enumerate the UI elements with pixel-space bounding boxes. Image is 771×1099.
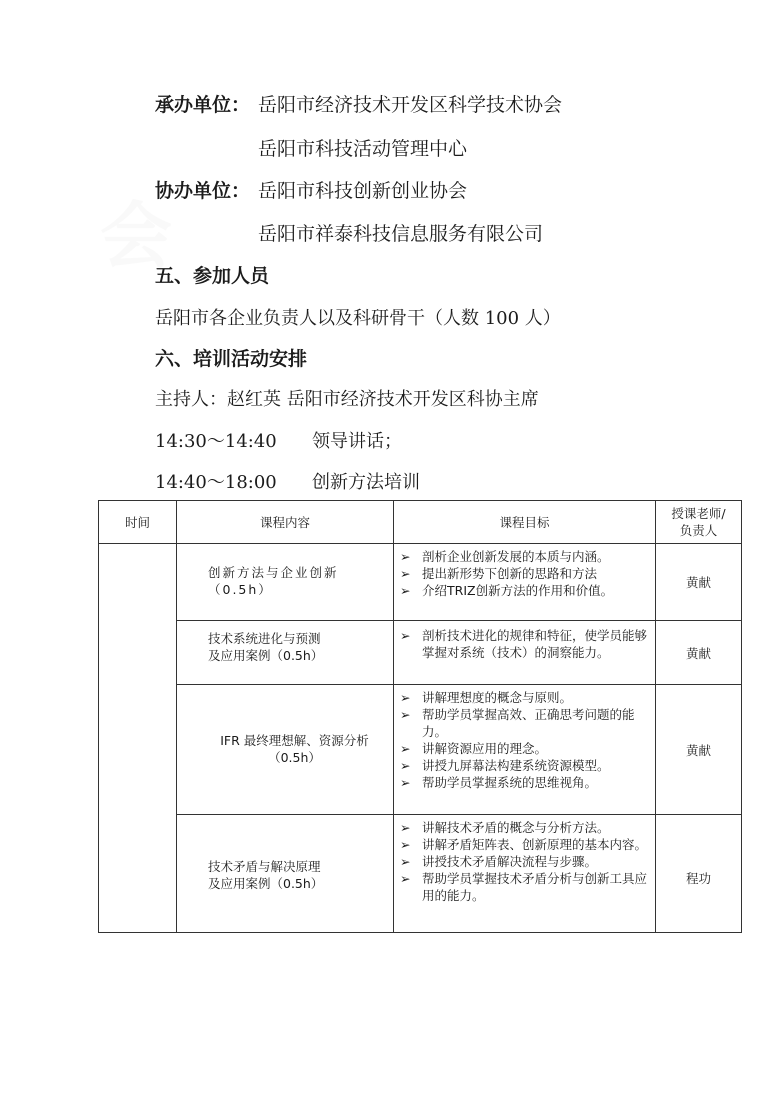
bullet-arrow-icon: ➢ xyxy=(400,871,411,886)
goal-item: ➢ 介绍TRIZ创新方法的作用和价值。 xyxy=(400,583,614,598)
schedule-item-2: 创新方法培训 xyxy=(312,472,420,493)
host-org-1: 岳阳市经济技术开发区科学技术协会 xyxy=(258,94,563,116)
row2-content-line2: 及应用案例（0.5h） xyxy=(208,648,324,663)
table-row-2-goals xyxy=(400,627,650,661)
row2-content-line1: 技术系统进化与预测 xyxy=(208,631,321,646)
bullet-arrow-icon: ➢ xyxy=(400,741,411,756)
table-row-4-content xyxy=(208,858,388,892)
goal-item: ➢ 讲授技术矛盾解决流程与步骤。 xyxy=(400,854,598,869)
schedule-time-2: 14:40～18:00 xyxy=(155,472,277,493)
goal-item: ➢ 讲授九屏幕法构建系统资源模型。 xyxy=(400,758,610,773)
table-row-1-content xyxy=(208,564,388,598)
co-org-2: 岳阳市祥泰科技信息服务有限公司 xyxy=(258,223,544,245)
co-label: 协办单位： xyxy=(155,180,251,202)
goal-item: ➢ 讲解理想度的概念与原则。 xyxy=(400,690,573,705)
row4-content-line1: 技术矛盾与解决原理 xyxy=(208,859,321,874)
bullet-arrow-icon: ➢ xyxy=(400,820,411,835)
header-content: 课程内容 xyxy=(259,515,310,530)
bullet-arrow-icon: ➢ xyxy=(400,854,411,869)
table-row-3-goals xyxy=(400,689,650,791)
goal-item: ➢ 提出新形势下创新的思路和方法 xyxy=(400,566,598,581)
row2-teacher: 黄献 xyxy=(685,646,711,661)
header-time: 时间 xyxy=(124,515,150,530)
bullet-arrow-icon: ➢ xyxy=(400,583,411,598)
header-goals: 课程目标 xyxy=(499,515,550,530)
goal-item: ➢ 讲解技术矛盾的概念与分析方法。 xyxy=(400,820,610,835)
header-teacher xyxy=(656,505,741,539)
bullet-arrow-icon: ➢ xyxy=(400,758,411,773)
row3-content-line2: （0.5h） xyxy=(268,750,321,765)
bullet-arrow-icon: ➢ xyxy=(400,775,411,790)
row3-content-line1: IFR 最终理想解、资源分析 xyxy=(220,733,369,748)
host-label: 承办单位： xyxy=(155,94,251,116)
goal-item: ➢ 帮助学员掌握系统的思维视角。 xyxy=(400,775,598,790)
header-teacher-line1: 授课老师/ xyxy=(671,506,726,521)
row1-content-line1: 创新方法与企业创新 xyxy=(208,565,339,580)
bullet-arrow-icon: ➢ xyxy=(400,628,411,643)
goal-item: ➢ 剖析技术进化的规律和特征，使学员能够掌握对系统（技术）的洞察能力。 xyxy=(400,628,648,660)
section6-heading: 六、培训活动安排 xyxy=(155,348,308,370)
goal-item: ➢ 讲解资源应用的理念。 xyxy=(400,741,548,756)
table-row-4-goals xyxy=(400,819,650,904)
table-row-3-content xyxy=(197,732,392,766)
host-org-2: 岳阳市科技活动管理中心 xyxy=(258,138,468,160)
schedule-time-1: 14:30～14:40 xyxy=(155,431,277,452)
header-teacher-line2: 负责人 xyxy=(679,523,718,538)
bullet-arrow-icon: ➢ xyxy=(400,837,411,852)
section5-text: 岳阳市各企业负责人以及科研骨干（人数 100 人） xyxy=(155,308,561,329)
table-row-2-content xyxy=(208,630,388,664)
goal-item: ➢ 剖析企业创新发展的本质与内涵。 xyxy=(400,549,610,564)
table-row-1-goals xyxy=(400,548,650,599)
schedule-item-1: 领导讲话； xyxy=(312,431,402,452)
bullet-arrow-icon: ➢ xyxy=(400,566,411,581)
bullet-arrow-icon: ➢ xyxy=(400,549,411,564)
section5-heading: 五、参加人员 xyxy=(155,265,270,287)
row1-teacher: 黄献 xyxy=(685,575,711,590)
goal-item: ➢ 帮助学员掌握技术矛盾分析与创新工具应用的能力。 xyxy=(400,871,648,903)
row3-teacher: 黄献 xyxy=(685,743,711,758)
bullet-arrow-icon: ➢ xyxy=(400,690,411,705)
host-person-line: 主持人：赵红英 岳阳市经济技术开发区科协主席 xyxy=(155,389,539,410)
row4-content-line2: 及应用案例（0.5h） xyxy=(208,876,324,891)
row4-teacher: 程功 xyxy=(685,871,711,886)
row1-content-line2: （0.5h） xyxy=(208,582,273,597)
goal-item: ➢ 帮助学员掌握高效、正确思考问题的能力。 xyxy=(400,707,635,739)
co-org-1: 岳阳市科技创新创业协会 xyxy=(258,180,468,202)
goal-item: ➢ 讲解矛盾矩阵表、创新原理的基本内容。 xyxy=(400,837,648,852)
bullet-arrow-icon: ➢ xyxy=(400,707,411,722)
